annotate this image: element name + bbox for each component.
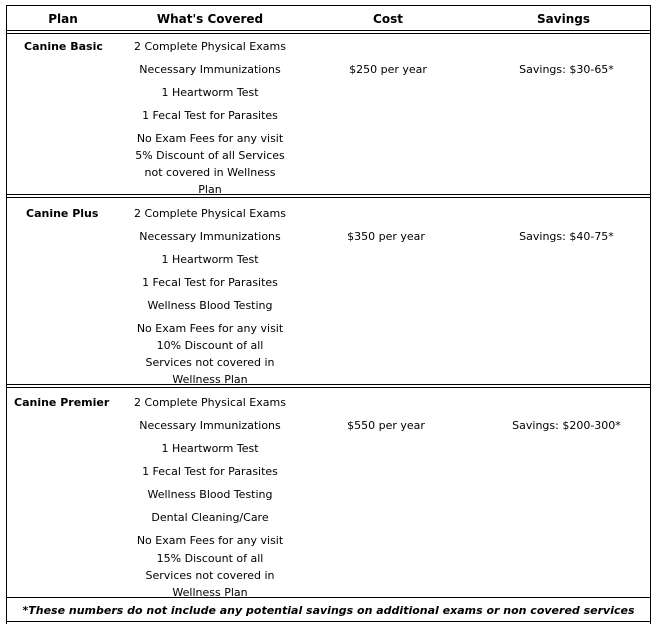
premier-item-3: 1 Heartworm Test	[161, 442, 259, 455]
basic-item-5: No Exam Fees for any visit	[136, 132, 284, 145]
plus-discount-line-1: 10% Discount of all	[156, 339, 264, 352]
header-cost: Cost	[373, 12, 403, 26]
premier-discount-line-1: 15% Discount of all	[156, 552, 264, 565]
premier-discount-line-3: Wellness Plan	[172, 586, 248, 597]
plus-discount-clip	[120, 337, 300, 384]
plan-name-plus: Canine Plus	[26, 207, 99, 220]
basic-item-1: 2 Complete Physical Exams	[134, 40, 286, 53]
premier-item-7: No Exam Fees for any visit	[136, 534, 284, 547]
header-savings: Savings	[537, 12, 590, 26]
premier-item-4: 1 Fecal Test for Parasites	[142, 465, 278, 478]
basic-discount-clip	[120, 150, 300, 194]
basic-discount-line-3: Plan	[198, 183, 222, 194]
plus-discount-line-2: Services not covered in	[145, 356, 275, 369]
plan-name-basic: Canine Basic	[24, 40, 103, 53]
plus-savings: Savings: $40-75*	[519, 230, 614, 243]
plus-discount-line-3: Wellness Plan	[172, 373, 248, 384]
table-border	[6, 5, 651, 624]
table-header	[6, 5, 651, 30]
basic-item-3: 1 Heartworm Test	[161, 86, 259, 99]
table-bottom-border	[6, 621, 651, 622]
plus-divider	[6, 384, 651, 388]
premier-item-6: Dental Cleaning/Care	[151, 511, 269, 524]
plus-item-1: 2 Complete Physical Exams	[134, 207, 286, 220]
basic-item-2: Necessary Immunizations	[139, 63, 281, 76]
premier-divider	[6, 597, 651, 598]
basic-savings: Savings: $30-65*	[519, 63, 614, 76]
premier-discount-clip	[120, 550, 300, 597]
header-whats-covered: What's Covered	[156, 12, 264, 26]
basic-cost: $250 per year	[349, 63, 427, 76]
plus-item-3: 1 Heartworm Test	[161, 253, 259, 266]
plus-cost: $350 per year	[347, 230, 425, 243]
plus-item-2: Necessary Immunizations	[139, 230, 281, 243]
basic-item-4: 1 Fecal Test for Parasites	[142, 109, 278, 122]
premier-item-1: 2 Complete Physical Exams	[134, 396, 286, 409]
premier-item-5: Wellness Blood Testing	[147, 488, 273, 501]
premier-savings: Savings: $200-300*	[512, 419, 621, 432]
basic-divider	[6, 194, 651, 198]
plan-name-premier: Canine Premier	[14, 396, 110, 409]
plus-item-5: Wellness Blood Testing	[147, 299, 273, 312]
plus-item-6: No Exam Fees for any visit	[136, 322, 284, 335]
header-divider	[6, 30, 651, 34]
savings-footnote: *These numbers do not include any potential savings on additional exams or non covered services	[22, 604, 635, 617]
basic-discount-line-1: 5% Discount of all Services	[135, 150, 285, 162]
premier-cost: $550 per year	[347, 419, 425, 432]
premier-discount-line-2: Services not covered in	[145, 569, 275, 582]
basic-discount-line-2: not covered in Wellness	[144, 166, 276, 179]
header-plan: Plan	[48, 12, 78, 26]
premier-item-2: Necessary Immunizations	[139, 419, 281, 432]
plus-item-4: 1 Fecal Test for Parasites	[142, 276, 278, 289]
